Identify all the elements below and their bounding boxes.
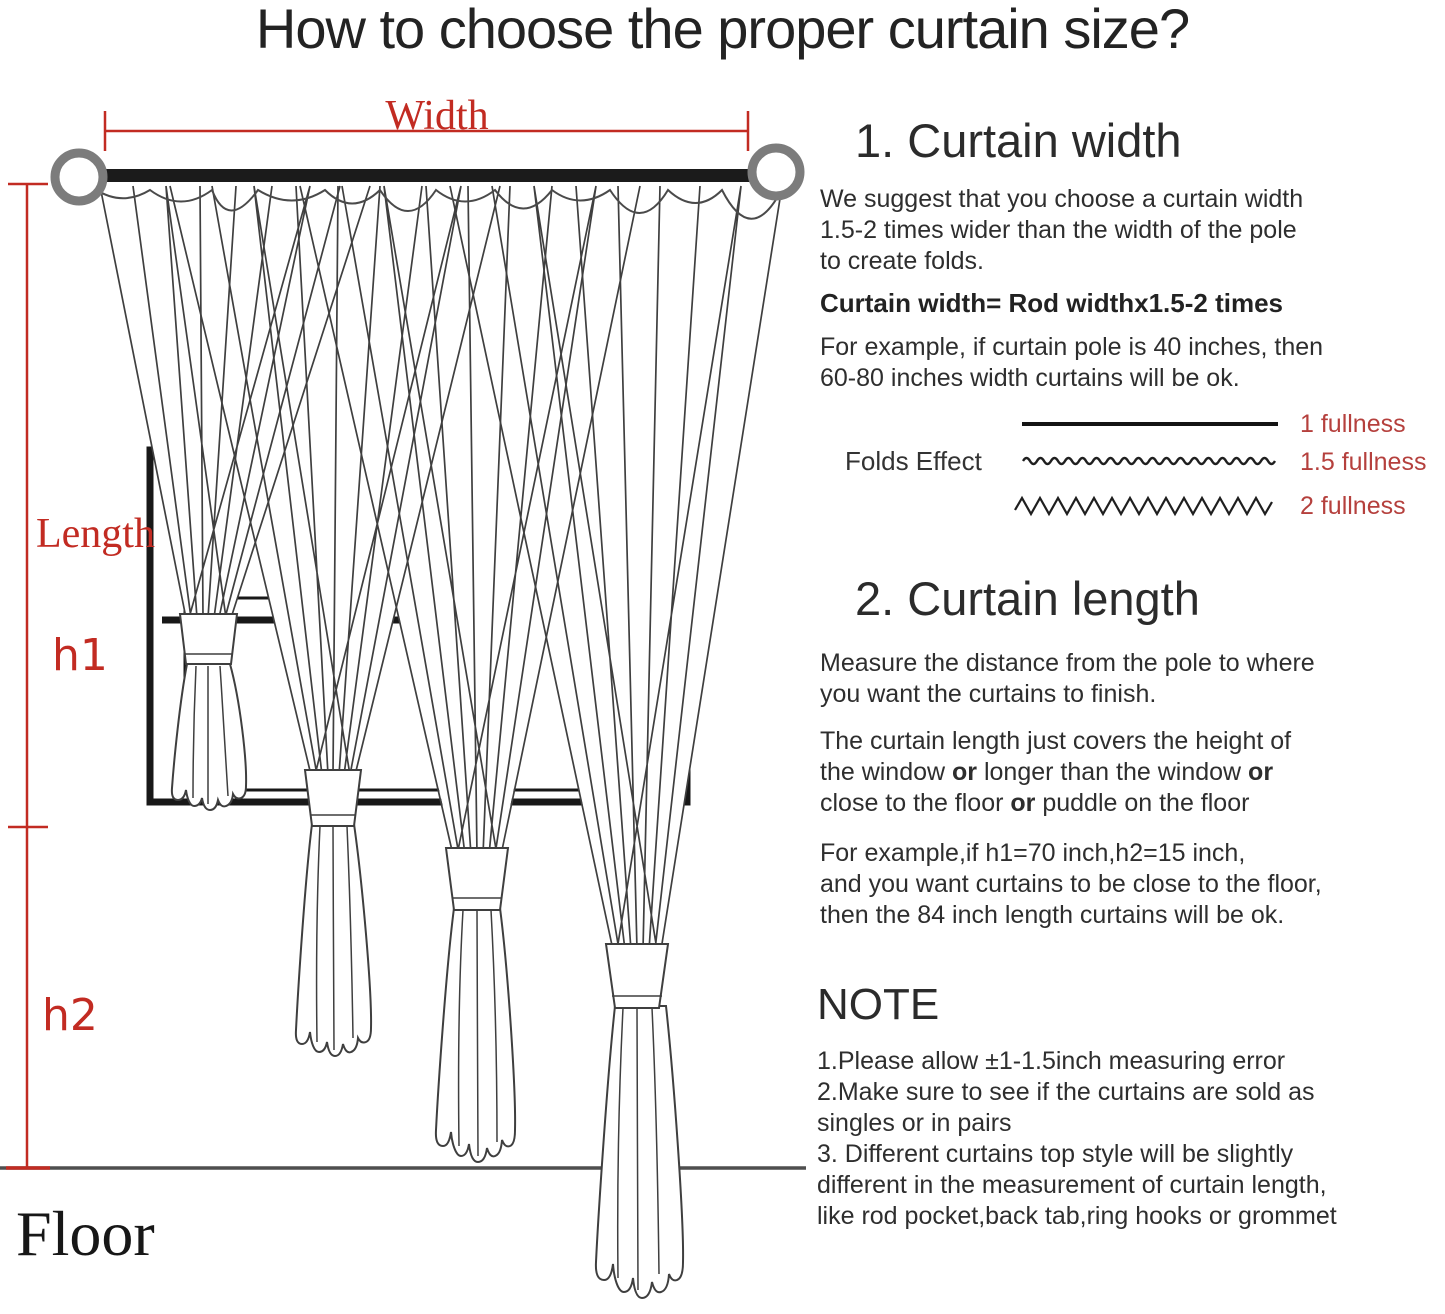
width-label: Width xyxy=(385,93,489,139)
note-list: 1.Please allow ±1-1.5inch measuring error 2.Make sure to see if the curtains are sold as singles or in pairs 3. Different curtains top style will be slightly different in the measurement of curtain length, like rod pocket,back tab,ring hooks or grommet xyxy=(817,1047,1337,1230)
h1-label: h1 xyxy=(52,630,108,681)
curtain-width-formula: Curtain width= Rod widthx1.5-2 times xyxy=(820,288,1283,318)
section-2-paragraph-1: Measure the distance from the pole to where you want the curtains to finish. xyxy=(820,649,1315,708)
fullness-2-label: 2 fullness xyxy=(1300,492,1406,520)
section-1-heading: 1. Curtain width xyxy=(855,114,1182,167)
note-heading: NOTE xyxy=(817,980,940,1029)
rod-ring-right xyxy=(752,148,800,196)
fullness-1-label: 1 fullness xyxy=(1300,410,1406,438)
section-1-paragraph-2: For example, if curtain pole is 40 inches, then 60-80 inches width curtains will be ok. xyxy=(820,333,1324,392)
curtain-rod xyxy=(93,169,785,182)
fullness-2-zigzag-line xyxy=(1013,492,1285,520)
fullness-1-5-wave-line xyxy=(1022,452,1280,470)
section-2-heading: 2. Curtain length xyxy=(855,572,1200,625)
page-title: How to choose the proper curtain size? xyxy=(255,0,1190,60)
fullness-1-line xyxy=(1022,422,1278,426)
section-2-paragraph-3: For example,if h1=70 inch,h2=15 inch, and you want curtains to be close to the floor, then the 84 inch length curtains will be ok. xyxy=(820,839,1322,929)
rod-ring-left xyxy=(55,153,103,201)
section-1-paragraph-1: We suggest that you choose a curtain width 1.5-2 times wider than the width of the pole to create folds. xyxy=(820,185,1304,275)
section-2-paragraph-2: The curtain length just covers the height of the window or longer than the window or close to the floor or puddle on the floor xyxy=(820,727,1292,817)
length-label: Length xyxy=(36,511,155,557)
folds-effect-label: Folds Effect xyxy=(845,446,982,476)
h2-label: h2 xyxy=(42,990,98,1041)
fullness-1-5-label: 1.5 fullness xyxy=(1300,448,1427,476)
floor-label: Floor xyxy=(16,1198,155,1269)
